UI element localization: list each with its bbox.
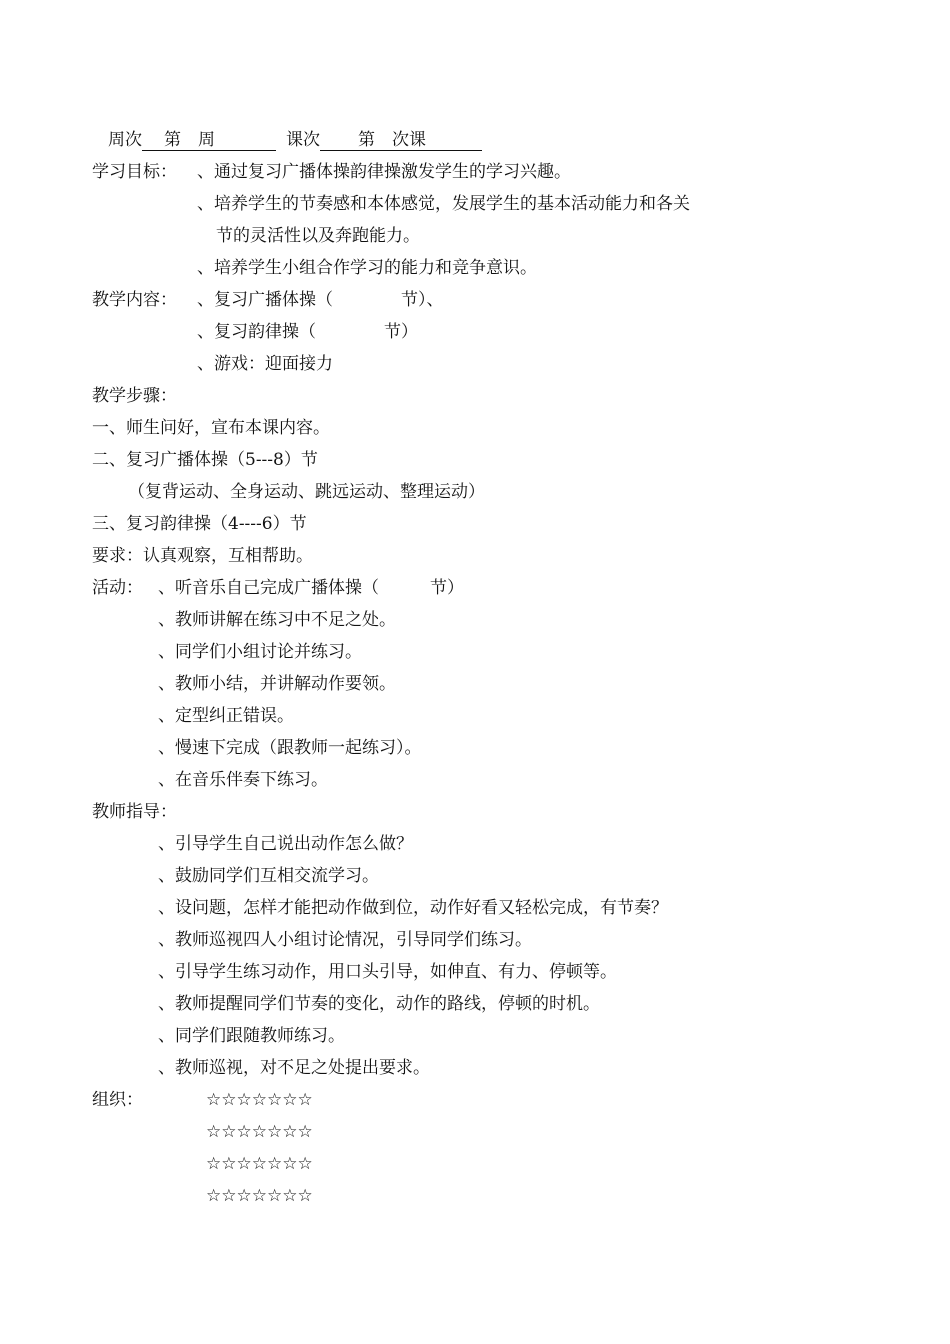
activity-item: 、同学们小组讨论并练习。 xyxy=(158,642,362,662)
formation-row: ☆☆☆☆☆☆☆ xyxy=(206,1186,313,1206)
activity-item: 、慢速下完成（跟教师一起练习）。 xyxy=(158,738,422,758)
guidance-label: 教师指导： xyxy=(92,802,177,822)
goal-item-1: 、通过复习广播体操韵律操激发学生的学习兴趣。 xyxy=(197,162,571,182)
guidance-item: 、教师提醒同学们节奏的变化，动作的路线，停顿的时机。 xyxy=(158,994,600,1014)
step-2: 二、复习广播体操（5---8）节 xyxy=(92,450,318,470)
activity-item: 、定型纠正错误。 xyxy=(158,706,294,726)
header-line xyxy=(108,129,482,151)
goal-item-2b: 节的灵活性以及奔跑能力。 xyxy=(216,226,420,246)
guidance-item: 、教师巡视四人小组讨论情况，引导同学们练习。 xyxy=(158,930,532,950)
content-label: 教学内容： xyxy=(92,290,177,310)
formation-row: ☆☆☆☆☆☆☆ xyxy=(206,1122,313,1142)
content-item-3: 、游戏：迎面接力 xyxy=(197,354,333,374)
step-3: 三、复习韵律操（4----6）节 xyxy=(92,514,307,534)
lesson-field xyxy=(320,130,482,151)
step-1: 一、师生问好，宣布本课内容。 xyxy=(92,418,330,438)
lesson-field-text: 第 次课 xyxy=(358,130,426,150)
guidance-item: 、教师巡视，对不足之处提出要求。 xyxy=(158,1058,430,1078)
week-label: 周次 xyxy=(108,130,142,150)
goal-item-2a: 、培养学生的节奏感和本体感觉，发展学生的基本活动能力和各关 xyxy=(197,194,690,214)
step-2-detail: （复背运动、全身运动、跳远运动、整理运动） xyxy=(128,482,485,502)
activity-item: 、听音乐自己完成广播体操（ 节） xyxy=(158,578,464,598)
activities-label: 活动： xyxy=(92,578,143,598)
week-field xyxy=(142,130,276,151)
formation-row: ☆☆☆☆☆☆☆ xyxy=(206,1154,313,1174)
goals-label: 学习目标： xyxy=(92,162,177,182)
activity-item: 、教师讲解在练习中不足之处。 xyxy=(158,610,396,630)
lesson-label: 课次 xyxy=(286,130,320,150)
guidance-item: 、引导学生自己说出动作怎么做？ xyxy=(158,834,413,854)
activity-item: 、教师小结，并讲解动作要领。 xyxy=(158,674,396,694)
guidance-item: 、鼓励同学们互相交流学习。 xyxy=(158,866,379,886)
activity-item: 、在音乐伴奏下练习。 xyxy=(158,770,328,790)
content-item-2: 、复习韵律操（ 节） xyxy=(197,322,418,342)
steps-label: 教学步骤： xyxy=(92,386,177,406)
formation-row: ☆☆☆☆☆☆☆ xyxy=(206,1090,313,1110)
organization-label: 组织： xyxy=(92,1090,143,1110)
guidance-item: 、同学们跟随教师练习。 xyxy=(158,1026,345,1046)
guidance-item: 、设问题，怎样才能把动作做到位，动作好看又轻松完成，有节奏？ xyxy=(158,898,668,918)
week-field-text: 第 周 xyxy=(164,130,215,150)
goal-item-3: 、培养学生小组合作学习的能力和竞争意识。 xyxy=(197,258,537,278)
guidance-item: 、引导学生练习动作，用口头引导，如伸直、有力、停顿等。 xyxy=(158,962,617,982)
content-item-1: 、复习广播体操（ 节）、 xyxy=(197,290,444,310)
requirement: 要求：认真观察，互相帮助。 xyxy=(92,546,313,566)
